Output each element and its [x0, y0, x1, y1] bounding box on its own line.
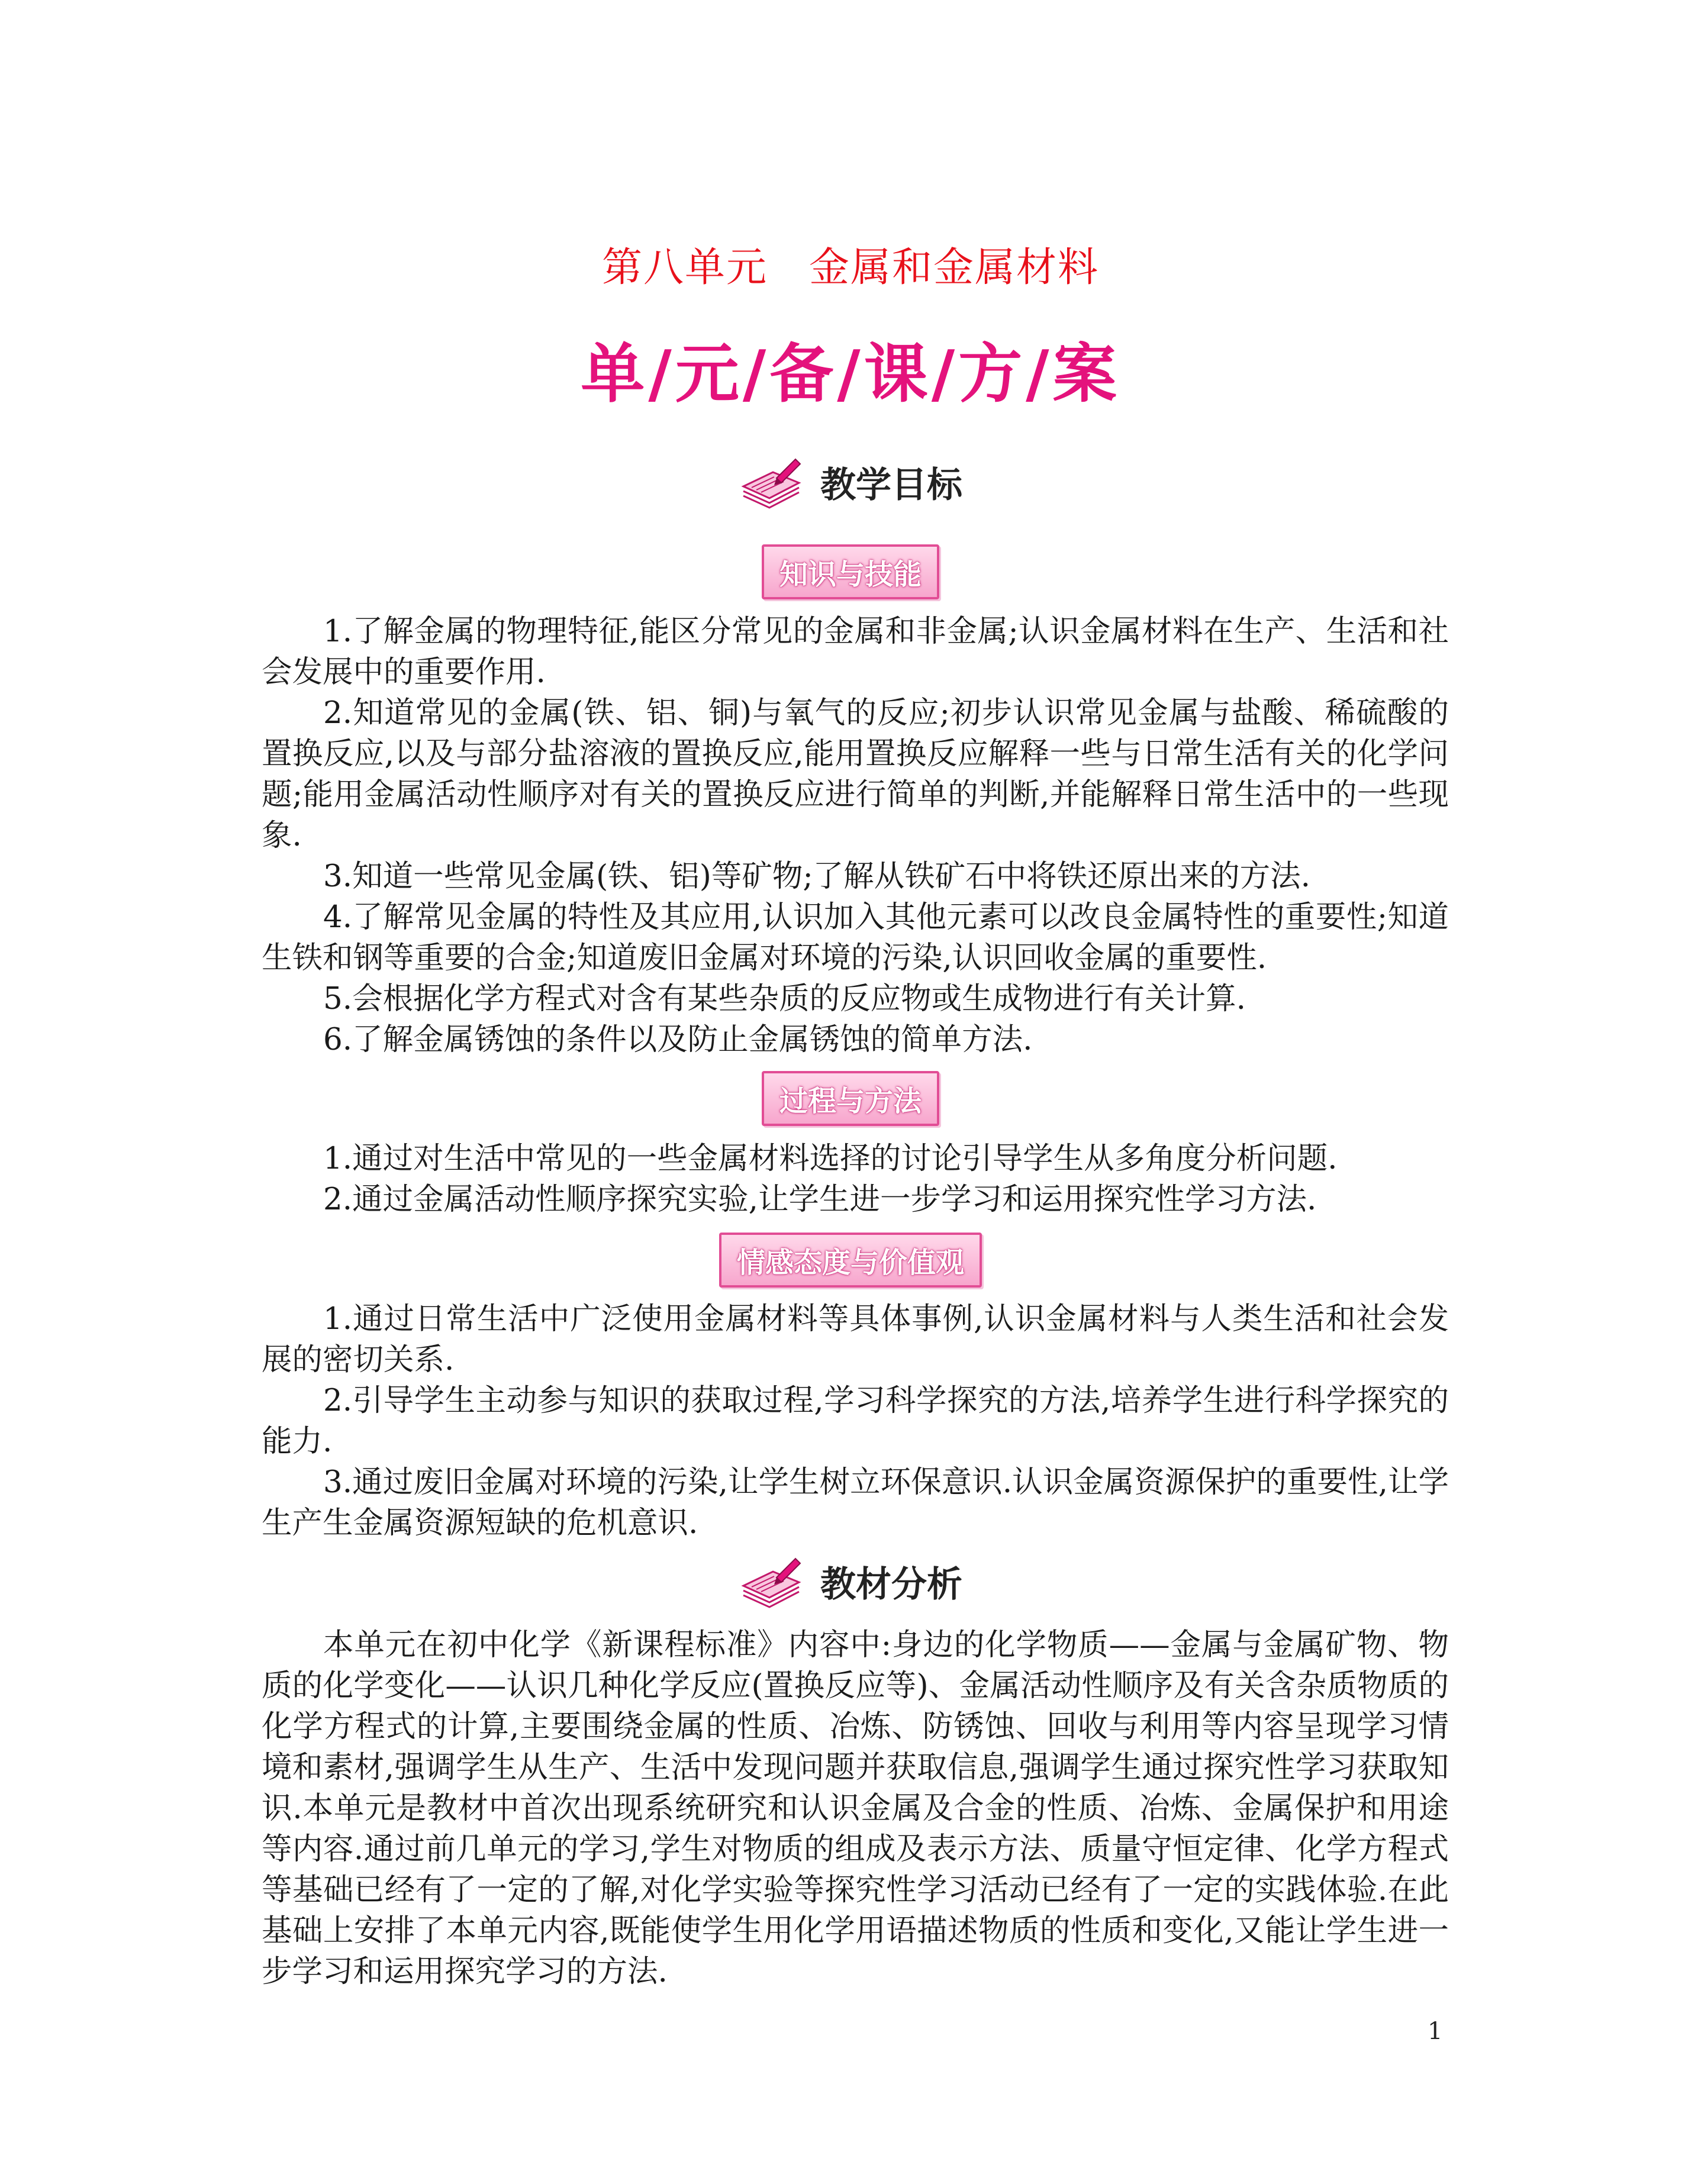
emotion-values-tag — [0, 1233, 1701, 1288]
process-methods-tag — [0, 1071, 1701, 1126]
knowledge-item-2: 2.知道常见的金属(铁、铝、铜)与氧气的反应;初步认识常见金属与盐酸、稀硫酸的置换反应,以及与部分盐溶液的置换反应,能用置换反应解释一些与日常生活有关的化学问题;能用金属活动性顺序对有关的置换反应进行简单的判断,并能解释日常生活中的一些现象. — [262, 695, 1449, 853]
knowledge-item-1: 1.了解金属的物理特征,能区分常见的金属和非金属;认识金属材料在生产、生活和社会发展中的重要作用. — [262, 614, 1449, 690]
teaching-goals-heading — [0, 456, 1701, 518]
book-pen-icon — [739, 456, 804, 509]
material-analysis-heading-text: 教材分析 — [820, 1564, 962, 1605]
book-pen-icon — [739, 1555, 804, 1608]
main-title: 单/元/备/课/方/案 — [581, 337, 1120, 411]
page-number: 1 — [1428, 2018, 1443, 2045]
process-item-1: 1.通过对生活中常见的一些金属材料选择的讨论引导学生从多角度分析问题. — [323, 1141, 1338, 1176]
knowledge-skills-tag-label: 知识与技能 — [762, 544, 939, 599]
knowledge-item-5: 5.会根据化学方程式对含有某些杂质的反应物或生成物进行有关计算. — [323, 981, 1246, 1017]
emotion-item-2: 2.引导学生主动参与知识的获取过程,学习科学探究的方法,培养学生进行科学探究的能力. — [262, 1383, 1449, 1459]
emotion-item-1: 1.通过日常生活中广泛使用金属材料等具体事例,认识金属材料与人类生活和社会发展的密切关系. — [262, 1301, 1449, 1377]
material-analysis-heading — [0, 1555, 1701, 1617]
process-methods-tag-label: 过程与方法 — [762, 1071, 939, 1126]
knowledge-item-4: 4.了解常见金属的特性及其应用,认识加入其他元素可以改良金属特性的重要性;知道生铁和钢等重要的合金;知道废旧金属对环境的污染,认识回收金属的重要性. — [262, 899, 1449, 976]
unit-title: 第八单元 金属和金属材料 — [601, 244, 1099, 291]
teaching-goals-heading-text: 教学目标 — [820, 464, 962, 506]
emotion-item-3: 3.通过废旧金属对环境的污染,让学生树立环保意识.认识金属资源保护的重要性,让学生产生金属资源短缺的危机意识. — [262, 1464, 1449, 1541]
knowledge-item-6: 6.了解金属锈蚀的条件以及防止金属锈蚀的简单方法. — [323, 1022, 1033, 1057]
emotion-values-tag-label: 情感态度与价值观 — [719, 1233, 982, 1288]
process-item-2: 2.通过金属活动性顺序探究实验,让学生进一步学习和运用探究性学习方法. — [323, 1182, 1317, 1217]
knowledge-item-3: 3.知道一些常见金属(铁、铝)等矿物;了解从铁矿石中将铁还原出来的方法. — [323, 859, 1311, 894]
knowledge-skills-tag — [0, 544, 1701, 599]
material-analysis-paragraph: 本单元在初中化学《新课程标准》内容中:身边的化学物质——金属与金属矿物、物质的化学变化——认识几种化学反应(置换反应等)、金属活动性顺序及有关含杂质物质的化学方程式的计算,主要围绕金属的性质、冶炼、防锈蚀、回收与利用等内容呈现学习情境和素材,强调学生从生产、生活中发现问题并获取信息,强调学生通过探究性学习获取知识.本单元是教材中首次出现系统研究和认识金属及合金的性质、冶炼、金属保护和用途等内容.通过前几单元的学习,学生对物质的组成及表示方法、质量守恒定律、化学方程式等基础已经有了一定的了解,对化学实验等探究性学习活动已经有了一定的实践体验.在此基础上安排了本单元内容,既能使学生用化学用语描述物质的性质和变化,又能让学生进一步学习和运用探究学习的方法. — [262, 1627, 1449, 1989]
